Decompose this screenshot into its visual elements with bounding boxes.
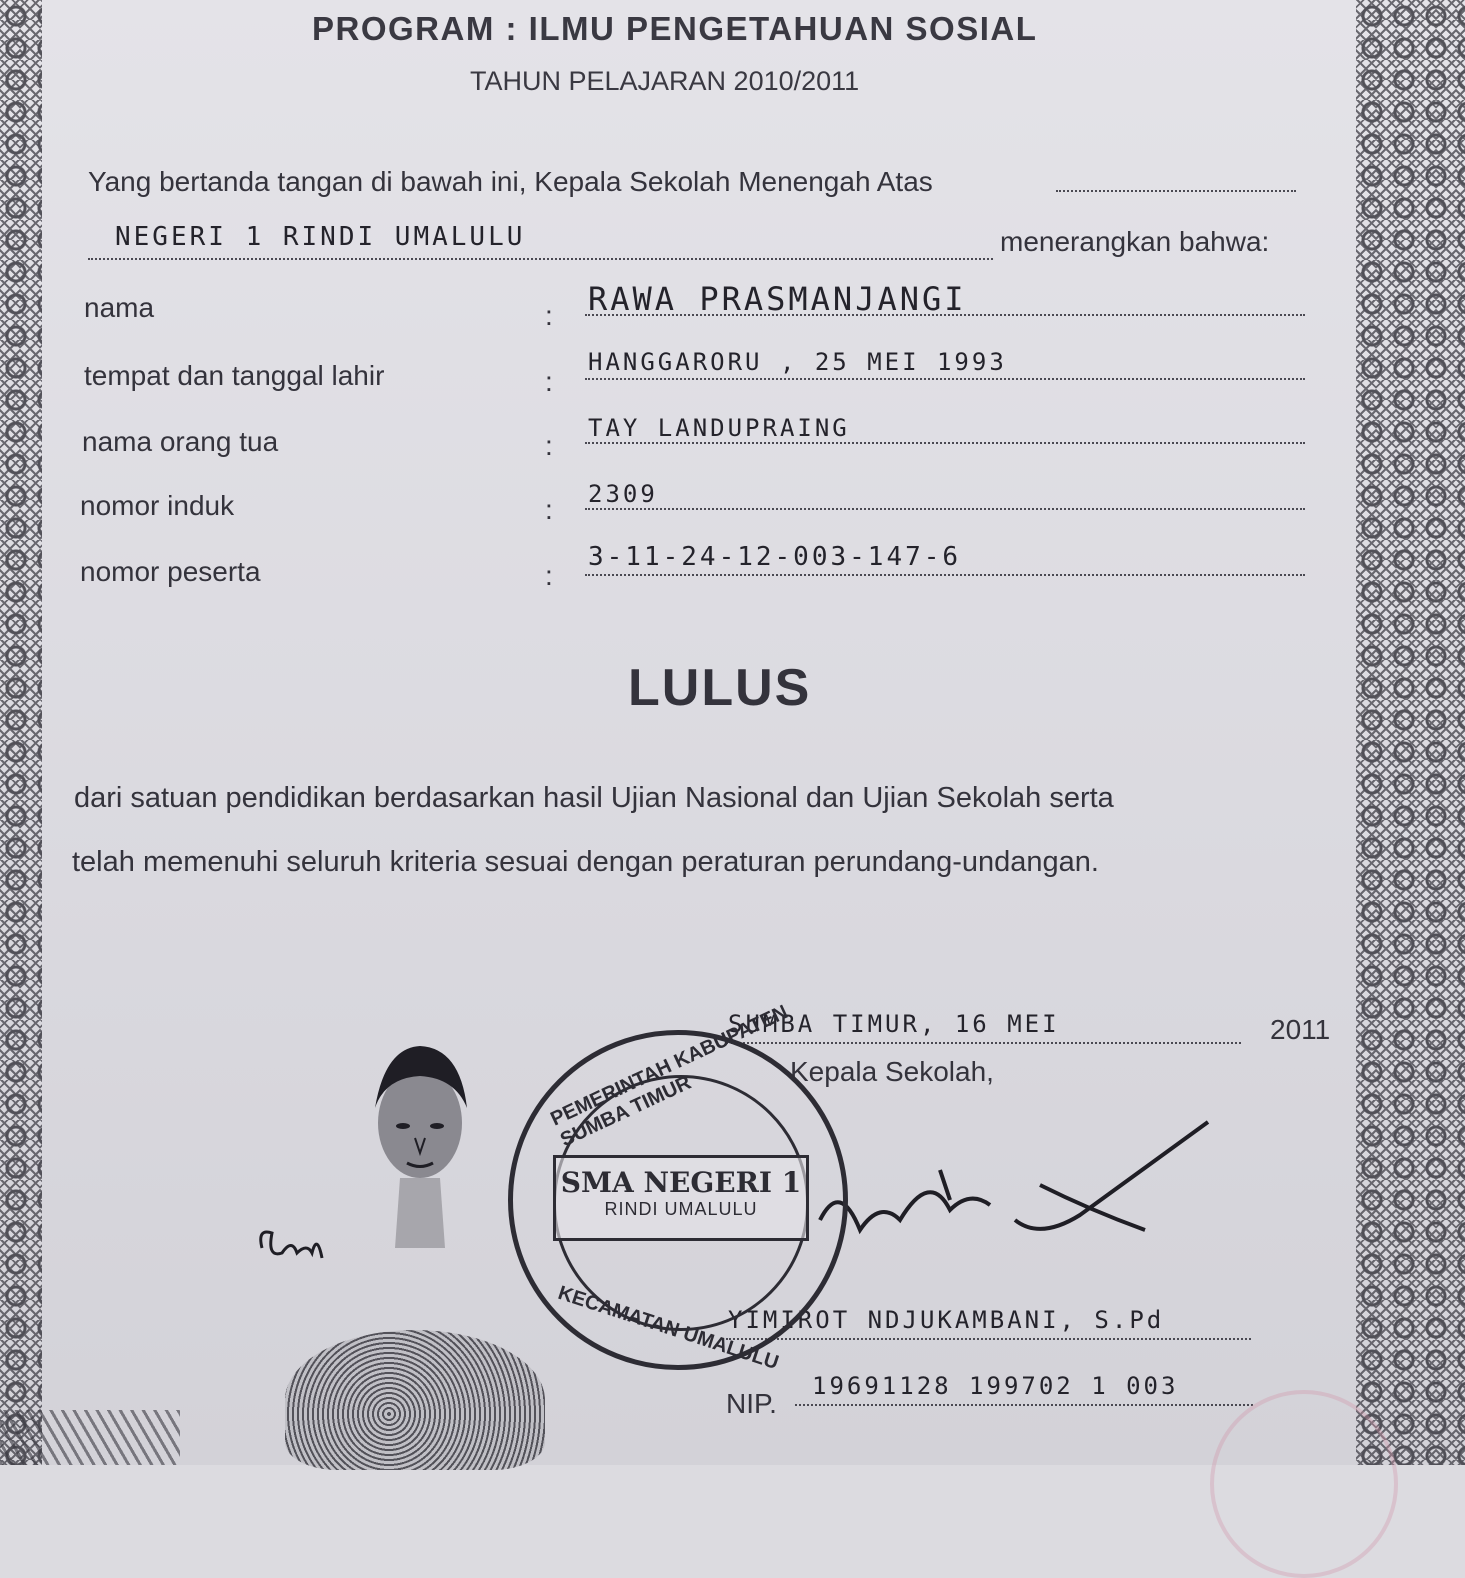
field-label-birth: tempat dan tanggal lahir — [84, 360, 385, 391]
intro-line: Yang bertanda tangan di bawah ini, Kepala Sekolah Menengah Atas — [88, 166, 933, 197]
intro-suffix: menerangkan bahwa: — [1000, 226, 1270, 257]
colon: : — [545, 430, 553, 461]
school-name-handwritten: NEGERI 1 RINDI UMALULU — [115, 222, 526, 252]
right-ornamental-border — [1356, 0, 1465, 1465]
dotted-line — [585, 508, 1305, 510]
field-value-birth: HANGGARORU , 25 MEI 1993 — [588, 348, 1007, 376]
field-value-parent: TAY LANDUPRAING — [588, 414, 850, 442]
principal-name: YIMIROT NDJUKAMBANI, S.Pd — [728, 1306, 1165, 1334]
statement-line-2: telah memenuhi seluruh kriteria sesuai dengan peraturan perundang-undangan. — [72, 846, 1099, 878]
student-photo — [365, 1038, 475, 1248]
dotted-line — [585, 442, 1305, 444]
colon: : — [545, 560, 553, 591]
dotted-line — [1056, 190, 1296, 192]
colon: : — [545, 300, 553, 331]
nip-number: 19691128 199702 1 003 — [812, 1372, 1179, 1400]
nip-label: NIP. — [726, 1388, 777, 1419]
signature-role: Kepala Sekolah, — [790, 1056, 994, 1087]
principal-signature — [800, 1110, 1220, 1270]
faint-pink-stamp — [1210, 1390, 1398, 1578]
school-stamp — [508, 1001, 848, 1375]
field-label-student-number: nomor induk — [80, 490, 235, 521]
place-date-handwritten: SUMBA TIMUR, 16 MEI — [728, 1010, 1060, 1038]
field-label-nama: nama — [84, 292, 155, 323]
program-heading: PROGRAM : ILMU PENGETAHUAN SOSIAL — [312, 10, 1038, 47]
field-label-participant-number: nomor peserta — [80, 556, 261, 587]
dotted-line — [726, 1338, 1251, 1340]
dotted-line — [585, 314, 1305, 316]
thumbprint — [285, 1330, 545, 1470]
stamp-title: SMA NEGERI 1 — [560, 1166, 802, 1199]
dotted-line — [795, 1404, 1253, 1406]
signature-year: 2011 — [1270, 1014, 1331, 1045]
stamp-subtitle: RINDI UMALULU — [604, 1199, 758, 1219]
stamp-center-box — [553, 1155, 809, 1241]
left-ornamental-border — [0, 0, 42, 1465]
statement-line-1: dari satuan pendidikan berdasarkan hasil Ujian Nasional dan Ujian Sekolah serta — [74, 782, 1114, 814]
stamp-top-text: PEMERINTAH KABUPATEN SUMBA TIMUR — [547, 1001, 792, 1152]
stamp-bottom-text: KECAMATAN UMALULU — [555, 1281, 782, 1375]
result-lulus: LULUS — [628, 659, 812, 717]
field-value-student-number: 2309 — [588, 480, 658, 508]
dotted-line — [585, 378, 1305, 380]
field-label-parent: nama orang tua — [82, 426, 279, 457]
student-signature — [252, 1218, 332, 1278]
bottom-left-ornament — [0, 1410, 180, 1465]
dotted-line — [726, 1042, 1241, 1044]
colon: : — [545, 366, 553, 397]
dotted-line — [88, 258, 993, 260]
dotted-line — [585, 574, 1305, 576]
academic-year: TAHUN PELAJARAN 2010/2011 — [470, 66, 860, 96]
field-value-nama: RAWA PRASMANJANGI — [588, 280, 967, 318]
field-value-participant-number: 3-11-24-12-003-147-6 — [588, 542, 962, 572]
colon: : — [545, 494, 553, 525]
